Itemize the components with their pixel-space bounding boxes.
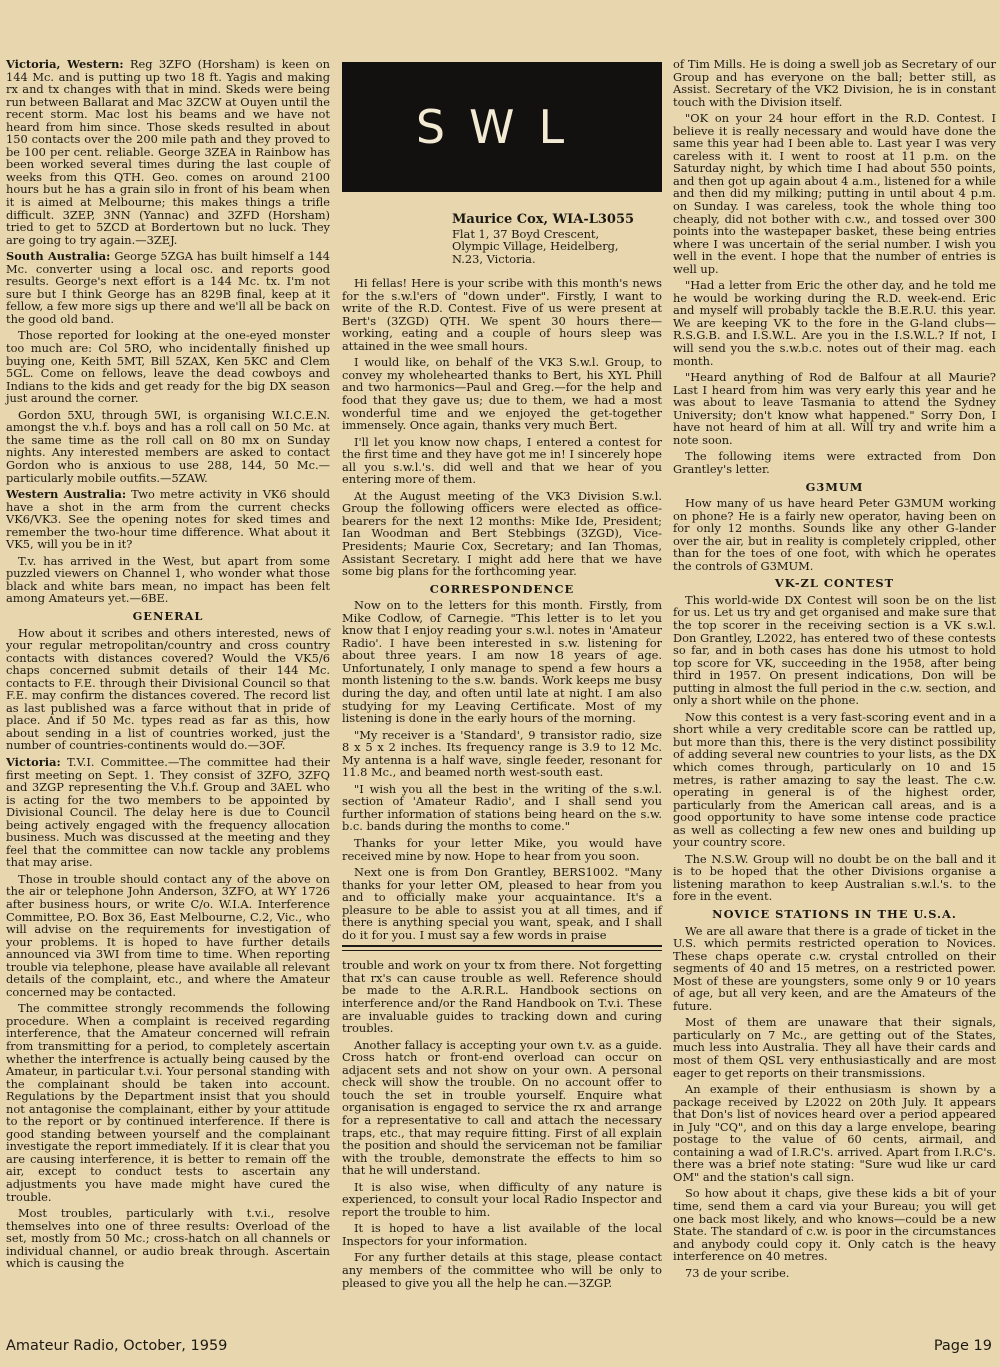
paragraph: We are all aware that there is a grade of ticket in the U.S. which permits restricted operation to Novices. These chaps operate c.w. crystal cntrolled on their segments of 40 and 15 metres, on a restricted power. Most of these are youngsters, some only 9 or 10 years of age, but all very keen, and are the Amateurs of the future. <box>673 923 996 1013</box>
paragraph: Next one is from Don Grantley, BERS1002. "Many thanks for your letter OM, pleased to hear from you and to officially make your acquaintance. It's a pleasure to be able to assist you at all times, and if there is anything special you want, speak, and I shall do it for you. I must say a few words in praise <box>342 865 662 942</box>
paragraph: "My receiver is a 'Standard', 9 transistor radio, size 8 x 5 x 2 inches. Its frequency range is 3.9 to 12 Mc. My antenna is a half wave, single feeder, resonant for 11.8 Mc., and beamed north west-south east. <box>342 727 662 780</box>
divider <box>342 945 662 947</box>
paragraph-vic-western <box>6 58 330 246</box>
paragraph: Most of them are unaware that their signals, particularly on 7 Mc., are getting out of the States, much less into Australia. They all have their cards and most of them QSL very enthusiastically and are most eager to get reports on their transmissions. <box>673 1015 996 1080</box>
paragraph-text: George 5ZGA has built himself a 144 Mc. converter using a local osc. and reports good results. George's next effort is a 144 Mc. tx. I'm not sure but I think George has an 829B final, keep at it fellow, a few more sigs up there and we'll all be back on the good old band. <box>6 249 330 326</box>
paragraph-text: Reg 3ZFO (Horsham) is keen on 144 Mc. and is putting up two 18 ft. Yagis and making rx and tx changes with that in mind. Skeds were being run between Ballarat and Mac 3ZCW at Ouyen until the recent storm. Mac lost his beams and we have not heard from him since. Those skeds resulted in about 150 contacts over the 200 mile path and they proved to be 100 per cent. reliable. George 3ZEA in Rainbow has been worked several times during the last couple of weeks from this QTH. Geo. comes on around 2100 hours but he has a grain silo in front of his beam when it is aimed at Melbourne; this makes things a trifle difficult. 3ZEP, 3NN (Yannac) and 3ZFD (Horsham) tried to get to 5ZCD at Bordertown but no luck. They are going to try again.—3ZEJ. <box>6 57 330 247</box>
paragraph: Those in trouble should contact any of the above on the air or telephone John Anderson, 3ZFO, at WY 1726 after business hours, or write C/o. W.I.A. Interference Committee, P.O. Box 36, East Melbourne, C.2, Vic., who will advise on the requirements for investigation of your problems. It is hoped to have further details announced via 3WI from time to time. When reporting trouble via telephone, please have available all relevant details of the complaint, etc., and where the Amateur concerned may be contacted. <box>6 871 330 999</box>
region-lead: Victoria, Western: <box>6 57 124 71</box>
paragraph: Hi fellas! Here is your scribe with this month's news for the s.w.l'ers of "down under". Firstly, I want to write of the R.D. Contest. Five of us were present at Bert's (3ZGD) QTH. We spent 30 hours there—working, eating and a couple of hours sleep was attained in the wee small hours. <box>342 276 662 353</box>
paragraph: The committee strongly recommends the following procedure. When a complaint is received regarding interference, that the Amateur concerned will refrain from transmitting for a period, to completely ascertain whether the interfrence is actually being caused by the Amateur, in particular t.v.i. Your personal standing with the complainant should be taken into account. Regulations by the Department insist that you should not antagonise the complainant, either by your attitude to the report or by continued interference. If there is good standing between yourself and the complainant investigate the report immediately. If it is clear that you are causing interference, it is better to remain off the air, except to conduct tests to ascertain any adjustments you have made might have cured the trouble. <box>6 1001 330 1204</box>
paragraph: It is also wise, when difficulty of any nature is experienced, to consult your local Radio Inspector and report the trouble to him. <box>342 1179 662 1219</box>
paragraph: The N.S.W. Group will no doubt be on the ball and it is to be hoped that the other Divisions organise a listening marathon to keep Australian s.w.l.'s. to the fore in the event. <box>673 851 996 904</box>
column-left <box>6 58 330 1274</box>
section-heading-correspondence: CORRESPONDENCE <box>429 581 575 596</box>
paragraph: The following items were extracted from Don Grantley's letter. <box>673 449 996 476</box>
author-name: Maurice Cox, WIA-L3055 <box>452 212 635 227</box>
paragraph: An example of their enthusiasm is shown by a package received by L2022 on 20th July. It appears that Don's list of novices heard over a period appeared in July "CQ", and on this day a large envelope, bearing postage to the value of 60 cents, airmail, and containing a wad of I.R.C's. arrived. Apart from I.R.C's. there was a brief note stating: "Sure wud like ur card OM" and the station's call sign. <box>673 1082 996 1184</box>
paragraph: "OK on your 24 hour effort in the R.D. Contest. I believe it is really necessary and would have done the same this year had I been able to. Last year I was very careless with it. I went to roost at 11 p.m. on the Saturday night, by which time I had about 550 points, and then got up again about 4 a.m., listened for a while and then did my milking; putting in until about 4 p.m. on Sunday. I was careless, took the whole thing too cheaply, did not bother with c.w., and tossed over 300 points into the wastepaper basket, these being entries where I was uncertain of the serial number. I wish you well in the event. I hope that the number of entries is well up. <box>673 111 996 276</box>
footer-publication: Amateur Radio, October, 1959 <box>6 1338 228 1354</box>
paragraph: At the August meeting of the VK3 Division S.w.l. Group the following officers were elected as office-bearers for the next 12 months: Mike Ide, President; Ian Woodman and Bert Stebbings (3ZGD), Vice-Presidents; Maurie Cox, Secretary; and Ian Thomas, Assistant Secretary. I might add here that we have some big plans for the forthcoming year. <box>342 488 662 579</box>
paragraph: Another fallacy is accepting your own t.v. as a guide. Cross hatch or front-end overload can occur on adjacent sets and not show on your own. A personal check will show the trouble. On no account offer to touch the set in trouble yourself. Enquire what organisation is engaged to service the rx and arrange for a representative to call and attach the necessary traps, etc., that may require fitting. First of all explain the position and should the serviceman not be familiar with the trouble, demonstrate the effects to him so that he will understand. <box>342 1037 662 1178</box>
region-lead: Western Australia: <box>6 487 127 502</box>
paragraph: Gordon 5XU, through 5WI, is organising W.I.C.E.N. amongst the v.h.f. boys and has a roll call on 50 Mc. at the same time as the roll call on 80 mx on Sunday nights. Any interested members are asked to contact Gordon who is anxious to use 288, 144, 50 Mc.—particularly mobile outfits.—5ZAW. <box>6 407 330 485</box>
paragraph: T.v. has arrived in the West, but apart from some puzzled viewers on Channel 1, who wonder what those black and white bars mean, no impact has been felt among Amateurs yet.—6BE. <box>6 553 330 606</box>
section-heading-g3mum: G3MUM <box>805 479 864 494</box>
paragraph: How about it scribes and others interested, news of your regular metropolitan/country and cross country contacts with distances covered? Would the VK5/6 chaps concerned submit details of their 144 Mc. contacts to F.E. through their Divisional Council so that F.E. may confirm the distances covered. The record list as last published was a farce without that in pride of place. And if 50 Mc. types read as far as this, how about sending in a list of countries worked, just the number of countries-continents would do.—3OF. <box>6 625 330 753</box>
paragraph: So how about it chaps, give these kids a bit of your time, send them a card via your Bureau; you will get one back most likely, and who knows—could be a new State. The standard of c.w. is poor in the circumstances and anybody could copy it. Only catch is the heavy interference on 40 metres. <box>673 1186 996 1264</box>
paragraph-victoria-tvi <box>6 756 330 869</box>
paragraph: This world-wide DX Contest will soon be on the list for us. Let us try and get organised and make sure that the top scorer in the receiving section is a VK s.w.l. Don Grantley, L2022, has entered two of these contests so far, and in both cases has done his utmost to hold top score for VK, succeeding in the 1958, after being third in 1957. On present indications, Don will be putting in almost the full period in the c.w. section, and only a short while on the phone. <box>673 592 996 708</box>
paragraph: I would like, on behalf of the VK3 S.w.l. Group, to convey my wholehearted thanks to Bert, his XYL Phill and two harmonics—Paul and Greg.—for the help and food that they gave us; due to them, we had a most wonderful time and we enjoyed the get-together immensely. Once again, thanks very much Bert. <box>342 355 662 433</box>
paragraph: Most troubles, particularly with t.v.i., resolve themselves into one of three results: Overload of the set, mostly from 50 Mc.; cross-hatch on all channels or individual channel, or audio break through. Ascertain which is causing the <box>6 1206 330 1271</box>
paragraph: Thanks for your letter Mike, you would have received mine by now. Hope to hear from you soon. <box>342 836 662 863</box>
paragraph: "Heard anything of Rod de Balfour at all Maurie? Last I heard from him was very early this year and he was about to leave Tasmania to attend the Sydney University; don't know what happened." Sorry Don, I have not heard of him at all. Will try and write him a note soon. <box>673 370 996 447</box>
paragraph: "I wish you all the best in the writing of the s.w.l. section of 'Amateur Radio', and I shall send you further information of stations being heard on the s.w. b.c. bands during the months to come." <box>342 781 662 834</box>
section-heading-vk-zl-contest: VK-ZL CONTEST <box>774 576 895 591</box>
paragraph: of Tim Mills. He is doing a swell job as Secretary of our Group and has everyone on the ball; better still, as Assist. Secretary of the VK2 Division, he is in constant touch with the Division itself. <box>673 57 996 109</box>
paragraph: How many of us have heard Peter G3MUM working on phone? He is a fairly new operator, having been on for only 12 months. Sounds like any other G-lander over the air, but in reality is completely crippled, other than for the toes of one foot, with which he operates the controls of G3MUM. <box>673 496 996 573</box>
column-middle <box>342 58 662 1293</box>
author-address-line: Olympic Village, Heidelberg, <box>452 239 619 254</box>
swl-banner: SWL <box>342 62 662 192</box>
paragraph: It is hoped to have a list available of the local Inspectors for your information. <box>342 1221 662 1248</box>
region-lead: Victoria: <box>6 754 61 769</box>
paragraph: trouble and work on your tx from there. Not forgetting that rx's can cause trouble as well. Reference should be made to the A.R.R.L. Handbook sections on interference and/or the Rand Handbook on T.v.i. These are invaluable guides to tracking down and curing troubles. <box>342 958 662 1036</box>
divider <box>342 950 662 951</box>
paragraph: I'll let you know now chaps, I entered a contest for the first time and they have got me in! I sincerely hope all you s.w.l.'s. did well and that we hear of you entering more of them. <box>342 434 662 487</box>
region-lead: South Australia: <box>6 249 111 264</box>
paragraph: Now on to the letters for this month. Firstly, from Mike Codlow, of Carnegie. "This letter is to let you know that I enjoy reading your s.w.l. notes in 'Amateur Radio'. I have been interested in s.w. listening for about three years. I am now 18 years of age. Unfortunately, I only manage to spend a few hours a month listening to the s.w. bands. Work keeps me busy during the day, and often until late at night. I am also studying for my Leaving Certificate. Most of my listening is done in the early hours of the morning. <box>342 598 662 726</box>
paragraph: Those reported for looking at the one-eyed monster too much are: Col 5RO, who incidentally finished up buying one, Keith 5MT, Bill 5ZAX, Ken 5KC and Clem 5GL. Come on fellows, leave the dead cowboys and Indians to the kids and get ready for the big DX season just around the corner. <box>6 328 330 406</box>
author-block <box>342 214 662 265</box>
paragraph-western-australia <box>6 488 330 551</box>
author-address-line: Flat 1, 37 Boyd Crescent, <box>452 226 600 241</box>
paragraph: Now this contest is a very fast-scoring event and in a short while a very creditable score can be rattled up, but more than this, there is the very distinct possibility of adding several new countries to your lists, as the DX which comes through, particularly on 10 and 15 metres, is rather amazing to say the least. The c.w. operating in general is of the highest order, particularly from the American call areas, and is a good opportunity to have some intense code practice as well as collecting a few new ones and building up your country score. <box>673 709 996 850</box>
paragraph-south-australia <box>6 250 330 325</box>
paragraph-text: Two metre activity in VK6 should have a shot in the arm from the current checks VK6/VK3. See the opening notes for sked times and remember the two-hour time difference. What about it VK5, will you be in it? <box>6 487 330 552</box>
author-address-line: N.23, Victoria. <box>452 251 536 266</box>
paragraph: For any further details at this stage, please contact any members of the committee who will be only to pleased to give you all the help he can.—3ZGP. <box>342 1250 662 1290</box>
section-heading-novice-stations: NOVICE STATIONS IN THE U.S.A. <box>712 907 957 921</box>
paragraph-signoff: 73 de your scribe. <box>685 1265 790 1280</box>
paragraph-text: T.V.I. Committee.—The committee had their first meeting on Sept. 1. They consist of 3ZFO, 3ZFQ and 3ZGP representing the V.h.f. Group and 3AEL who is acting for the two members to be appointed by Divisional Council. The delay here is due to Council being actively engaged with the frequency allocation business. Much was discussed at the meeting and they feel that the committee can now tackle any problems that may arise. <box>6 754 330 870</box>
column-right <box>673 58 996 1283</box>
paragraph: "Had a letter from Eric the other day, and he told me he would be working during the R.D. week-end. Eric and myself will probably tackle the B.E.R.U. this year. We are keeping VK to the fore in the G-land clubs—R.S.G.B. and I.S.W.L. Are you in the I.S.W.L.? If not, I will send you the s.w.b.c. notes out of their mag. each month. <box>673 278 996 368</box>
footer-page-number: Page 19 <box>933 1338 992 1354</box>
section-heading-general: GENERAL <box>132 608 204 623</box>
